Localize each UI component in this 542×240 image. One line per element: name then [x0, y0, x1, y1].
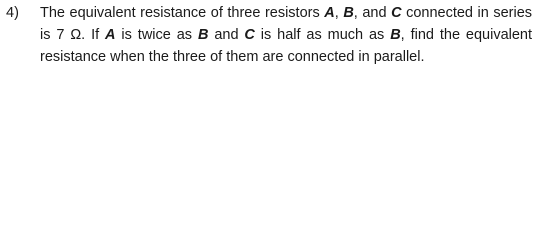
question-text-segment: The equivalent resistance of three resistors: [40, 5, 325, 21]
resistor-a-label: A: [324, 5, 335, 21]
question-text: [40, 2, 532, 68]
question-text-segment: ,: [334, 5, 344, 21]
resistor-c-label: C: [244, 27, 255, 43]
question-text-segment: and: [208, 27, 245, 43]
question-text-segment: connected in series is 7 Ω. If: [40, 5, 533, 43]
question-text-segment: is twice as: [115, 27, 198, 43]
resistor-a-label: A: [105, 27, 116, 43]
question-number: 4): [6, 5, 19, 21]
resistor-c-label: C: [391, 5, 402, 21]
resistor-b-label: B: [343, 5, 354, 21]
question-item: [6, 2, 532, 68]
question-text-segment: is half as much as: [254, 27, 391, 43]
question-text-segment: , find the equivalent resistance when the three of them are connected in parallel.: [40, 27, 533, 65]
question-text-segment: , and: [353, 5, 392, 21]
resistor-b-label: B: [390, 27, 401, 43]
resistor-b-label: B: [197, 27, 209, 43]
